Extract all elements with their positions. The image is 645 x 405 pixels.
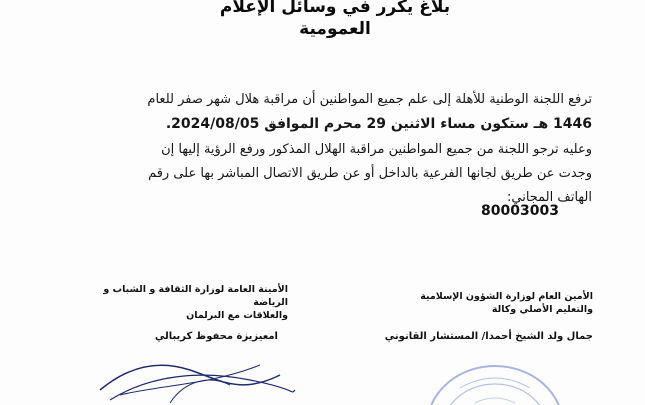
right-signatory-title	[393, 290, 593, 316]
left-title-line-2: والعلاقات مع البرلمان	[186, 310, 288, 321]
document-title: بلاغ يكرر في وسائل الإعلام العمومية	[219, 0, 451, 39]
paragraph-line-5: الهاتف المجاني:	[506, 190, 592, 205]
handwritten-signature-icon	[90, 345, 300, 405]
paragraph-line-4: وجدت عن طريق لجانها الفرعية بالداخل أو عن طريق الاتصال المباشر بها على رقم	[148, 166, 592, 181]
right-title-line-1: الأمين العام لوزارة الشؤون الإسلامية	[420, 291, 593, 302]
left-signatory-name: امعيزيزة محفوظ كريبالي	[154, 331, 278, 342]
right-signatory-name: جمال ولد الشيخ أحمدا/ المستشار القانوني	[384, 331, 593, 342]
left-signatory-title	[88, 283, 288, 322]
paragraph-line-2: 1446 هـ ستكون مساء الاثنين 29 محرم الموافق 2024/08/05.	[165, 116, 592, 132]
paragraph-line-3: وعليه ترجو اللجنة من جميع المواطنين مراقبة الهلال المذكور ورفع الرؤية إليها إن	[161, 142, 592, 157]
phone-number: 80003003	[481, 203, 559, 219]
paragraph-line-1: ترفع اللجنة الوطنية للأهلة إلى علم جميع المواطنين أن مراقبة هلال شهر صفر للعام	[147, 92, 592, 107]
left-title-line-1: الأمينة العامة لوزارة الثقافة و الشباب و الرياضة	[103, 284, 288, 308]
official-stamp-icon	[420, 348, 570, 405]
right-title-line-2: والتعليم الأصلي وكالة	[491, 304, 593, 315]
